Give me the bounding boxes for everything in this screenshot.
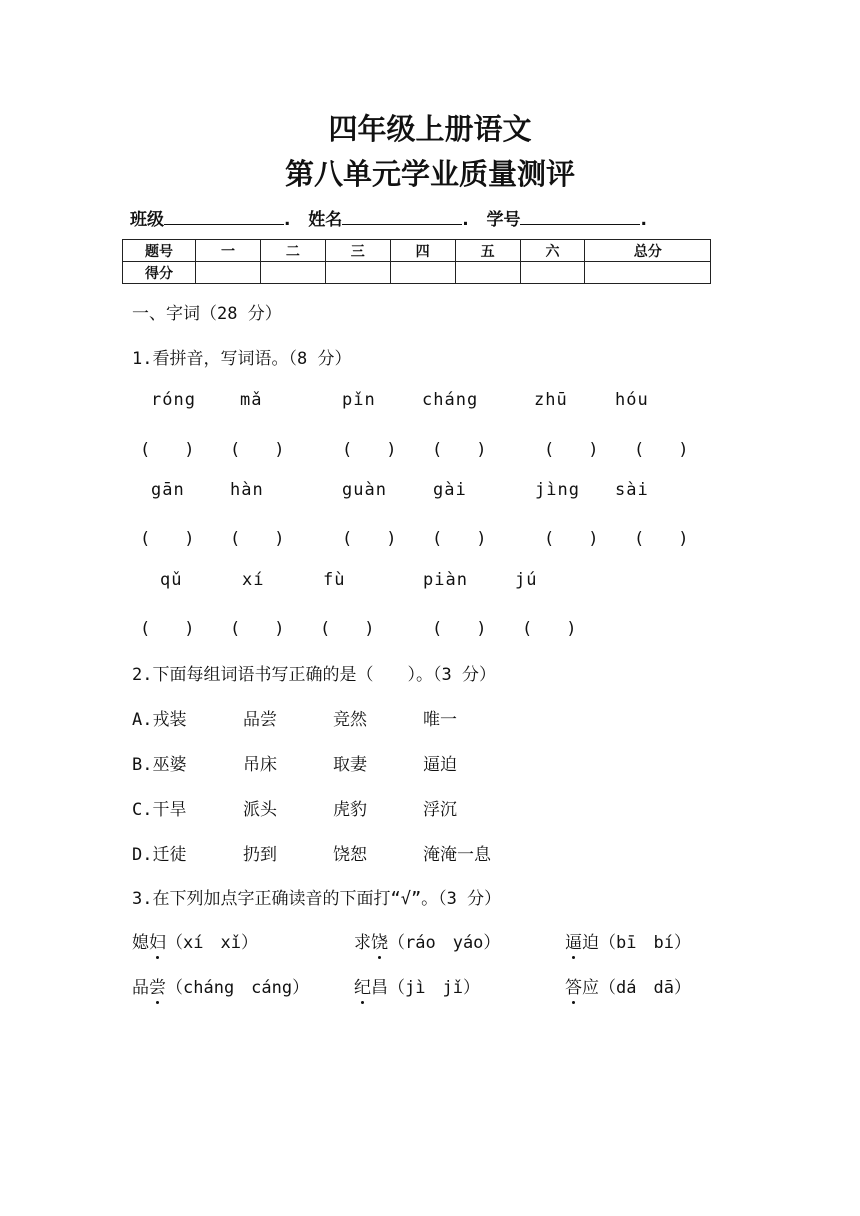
- char: 应: [582, 978, 599, 998]
- char: 迫: [582, 933, 599, 953]
- id-field[interactable]: [520, 208, 640, 225]
- pinyin: hàn: [230, 480, 264, 500]
- table-header-cell: 一: [196, 240, 261, 262]
- pinyin: sài: [615, 480, 649, 500]
- pinyin: guàn: [342, 480, 387, 500]
- answer-blank[interactable]: ( ): [140, 529, 195, 549]
- answer-blank[interactable]: ( ): [522, 619, 577, 639]
- name-field[interactable]: [342, 208, 462, 225]
- pinyin: gài: [433, 480, 467, 500]
- answer-blank[interactable]: ( ): [342, 440, 397, 460]
- dotted-char: 妇: [149, 933, 166, 953]
- separator: .: [284, 210, 291, 230]
- option-word: B.巫婆: [132, 755, 187, 775]
- answer-blank[interactable]: ( ): [544, 440, 599, 460]
- answer-blank[interactable]: ( ): [634, 440, 689, 460]
- id-label: 学号: [486, 210, 521, 230]
- reading-options[interactable]: （ráo yáo）: [388, 933, 501, 953]
- answer-blank[interactable]: ( ): [634, 529, 689, 549]
- pinyin: fù: [323, 570, 346, 590]
- dotted-char: 答: [565, 978, 582, 998]
- reading-options[interactable]: （jì jǐ）: [388, 978, 480, 998]
- dotted-char: 逼: [565, 933, 582, 953]
- option-word: A.戎装: [132, 710, 187, 730]
- answer-blank[interactable]: ( ): [230, 619, 285, 639]
- section-title: 一、字词（28 分）: [132, 304, 282, 324]
- char: 昌: [371, 978, 388, 998]
- pinyin: piàn: [423, 570, 468, 590]
- option-word: 取妻: [333, 755, 367, 775]
- answer-blank[interactable]: ( ): [140, 619, 195, 639]
- option-word: 扔到: [243, 845, 277, 865]
- option-word: 虎豹: [333, 800, 367, 820]
- student-info: [130, 205, 647, 230]
- reading-item: [354, 973, 480, 998]
- option-word: 淹淹一息: [423, 845, 491, 865]
- pinyin: cháng: [422, 390, 479, 410]
- reading-item: [132, 928, 258, 953]
- option-word: 吊床: [243, 755, 277, 775]
- option-word: 逼迫: [423, 755, 457, 775]
- option-word: D.迁徒: [132, 845, 187, 865]
- answer-blank[interactable]: ( ): [320, 619, 375, 639]
- reading-options[interactable]: （dá dā）: [599, 978, 691, 998]
- answer-blank[interactable]: ( ): [230, 440, 285, 460]
- name-label: 姓名: [308, 210, 343, 230]
- answer-blank[interactable]: ( ): [342, 529, 397, 549]
- option-word: 浮沉: [423, 800, 457, 820]
- answer-blank[interactable]: ( ): [544, 529, 599, 549]
- pinyin: xí: [242, 570, 265, 590]
- score-table-score-row: [123, 262, 711, 284]
- class-label: 班级: [130, 210, 164, 230]
- answer-blank[interactable]: ( ): [432, 440, 487, 460]
- reading-options[interactable]: （xí xǐ）: [166, 933, 258, 953]
- option-word: 派头: [243, 800, 277, 820]
- reading-item: [132, 973, 309, 998]
- score-table: [122, 239, 711, 284]
- reading-item: [565, 973, 691, 998]
- question-1-stem: 1.看拼音，写词语。（8 分）: [132, 349, 352, 369]
- dotted-char: 纪: [354, 978, 371, 998]
- table-header-cell: 四: [390, 240, 455, 262]
- pinyin: mǎ: [240, 390, 263, 410]
- char: 媳: [132, 933, 149, 953]
- pinyin: zhū: [534, 390, 568, 410]
- answer-blank[interactable]: ( ): [140, 440, 195, 460]
- question-2-stem: 2.下面每组词语书写正确的是（ ）。（3 分）: [132, 665, 496, 685]
- score-cell[interactable]: [260, 262, 325, 284]
- reading-options[interactable]: （cháng cáng）: [166, 978, 310, 998]
- score-cell[interactable]: [520, 262, 585, 284]
- question-3-stem: 3.在下列加点字正确读音的下面打“√”。（3 分）: [132, 889, 502, 909]
- dotted-char: 饶: [371, 933, 388, 953]
- dotted-char: 尝: [149, 978, 166, 998]
- table-row-label: 得分: [123, 262, 196, 284]
- table-header-cell: 三: [325, 240, 390, 262]
- table-header-cell: 题号: [123, 240, 196, 262]
- score-cell[interactable]: [325, 262, 390, 284]
- pinyin: pǐn: [342, 390, 376, 410]
- pinyin: róng: [151, 390, 196, 410]
- pinyin: jú: [515, 570, 538, 590]
- score-cell[interactable]: [455, 262, 520, 284]
- separator: .: [462, 210, 469, 230]
- page-title-line1: 四年级上册语文: [328, 112, 532, 146]
- reading-options[interactable]: （bī bí）: [599, 933, 691, 953]
- page-title-line2: 第八单元学业质量测评: [284, 157, 575, 191]
- reading-item: [354, 928, 500, 953]
- option-word: 饶恕: [333, 845, 367, 865]
- option-word: 竞然: [333, 710, 367, 730]
- table-header-cell: 五: [455, 240, 520, 262]
- separator: .: [640, 210, 647, 230]
- option-word: 品尝: [243, 710, 277, 730]
- answer-blank[interactable]: ( ): [432, 529, 487, 549]
- option-word: 唯一: [423, 710, 457, 730]
- pinyin: hóu: [615, 390, 649, 410]
- answer-blank[interactable]: ( ): [432, 619, 487, 639]
- table-header-cell: 六: [520, 240, 585, 262]
- pinyin: qǔ: [160, 570, 183, 590]
- char: 求: [354, 933, 371, 953]
- answer-blank[interactable]: ( ): [230, 529, 285, 549]
- score-cell[interactable]: [390, 262, 455, 284]
- score-cell[interactable]: [585, 262, 711, 284]
- score-table-header-row: [123, 240, 711, 262]
- table-header-cell: 总分: [585, 240, 711, 262]
- char: 品: [132, 978, 149, 998]
- pinyin: jìng: [535, 480, 580, 500]
- table-header-cell: 二: [260, 240, 325, 262]
- option-word: C.干旱: [132, 800, 187, 820]
- class-field[interactable]: [164, 208, 284, 225]
- score-cell[interactable]: [196, 262, 261, 284]
- pinyin: gān: [151, 480, 185, 500]
- reading-item: [565, 928, 691, 953]
